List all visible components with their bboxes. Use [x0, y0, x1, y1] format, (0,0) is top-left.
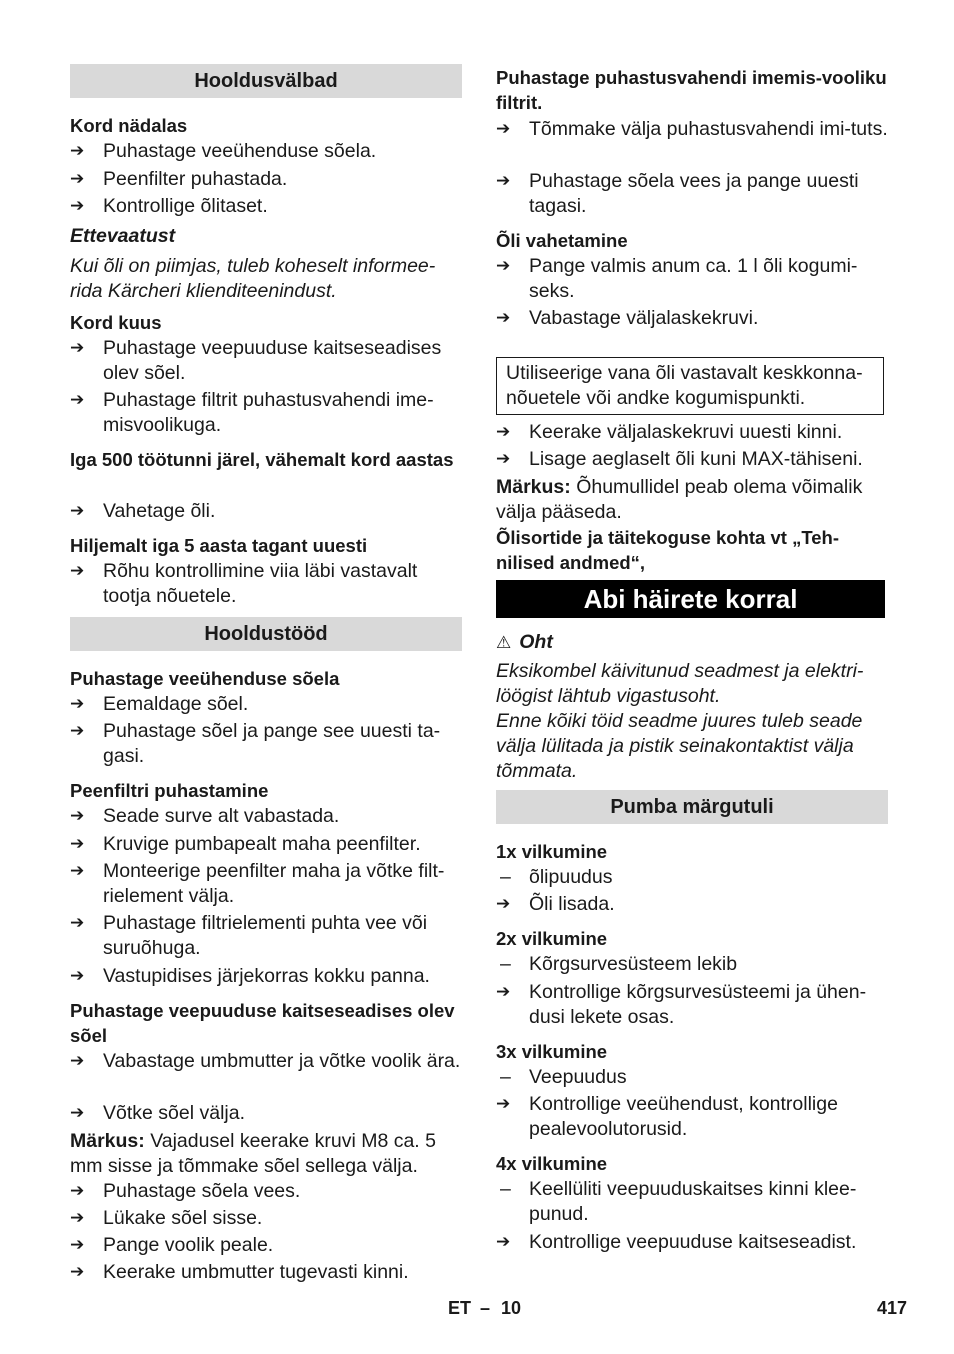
blink-action: ➔ Kontrollige kõrgsurvesüsteemi ja ühen-dusi lekete osas. [496, 980, 888, 1030]
step-item: ➔ Keerake väljalaskekruvi uuesti kinni. [496, 420, 888, 445]
warning-triangle-icon: ⚠ [496, 633, 512, 653]
heading-kord-kuus: Kord kuus [70, 312, 162, 333]
heading-veepuuduse-sool: Puhastage veepuuduse kaitseseadises olev sõel [70, 1000, 455, 1046]
step-item: ➔ Lükake sõel sisse. [70, 1206, 462, 1231]
blink-cause: – Kõrgsurvesüsteem lekib [496, 952, 888, 977]
heading-oli-vahetamine: Õli vahetamine [496, 230, 628, 251]
step-item: ➔ Puhastage filtrielementi puhta vee või suruõhuga. [70, 911, 462, 961]
heading-veeuhendus-sool: Puhastage veeühenduse sõela [70, 668, 340, 689]
footer-page-number: 417 [877, 1298, 908, 1318]
heading-4x-vilkumine: 4x vilkumine [496, 1153, 608, 1174]
footer-language: ET [448, 1298, 472, 1318]
step-item: ➔ Puhastage veeühenduse sõela. [70, 139, 462, 164]
note-paragraph [496, 475, 888, 525]
section-title-abi-hairete-korral: Abi häirete korral [496, 580, 885, 618]
step-item: ➔ Puhastage veepuuduse kaitseseadises olev sõel. [70, 336, 462, 386]
step-item: ➔ Puhastage sõela vees ja pange uuesti tagasi. [496, 169, 888, 219]
heading-imemisvooliku-filter: Puhastage puhastusvahendi imemis-vooliku filtrit. [496, 67, 887, 113]
step-item: ➔ Vahetage õli. [70, 499, 462, 524]
footer-local-page: 10 [501, 1298, 522, 1318]
heading-3x-vilkumine: 3x vilkumine [496, 1041, 608, 1062]
warning-text-1: Eksikombel käivitunud seadmest ja elektri-löögist lähtub vigastusoht. [496, 660, 864, 707]
oil-spec-reference: Õlisortide ja täitekoguse kohta vt „Teh-nilised andmed“, [496, 527, 839, 573]
warning-label: Oht [519, 631, 553, 653]
step-item: ➔ Lisage aeglaselt õli kuni MAX-tähiseni. [496, 447, 888, 472]
note-text: Vajadusel keerake kruvi M8 ca. 5 mm sisse ja tõmmake sõel sellega välja. [70, 1130, 436, 1177]
note-text: Õhumullidel peab olema võimalik välja pääseda. [496, 476, 863, 523]
caution-label: Ettevaatust [70, 225, 176, 247]
step-item: ➔ Kruvige pumbapealt maha peenfilter. [70, 832, 462, 857]
step-item: ➔ Eemaldage sõel. [70, 692, 462, 717]
step-item: ➔ Kontrollige õlitaset. [70, 194, 462, 219]
step-item: ➔ Puhastage sõela vees. [70, 1179, 462, 1204]
blink-action: ➔ Kontrollige veeühendust, kontrollige pealevoolutorusid. [496, 1092, 888, 1142]
blink-action: ➔ Õli lisada. [496, 892, 888, 917]
section-band-hooldusvalbad: Hooldusvälbad [70, 64, 462, 98]
blink-cause: – Keellüliti veepuuduskaitses kinni klee-punud. [496, 1177, 888, 1227]
step-item: ➔ Pange valmis anum ca. 1 l õli kogumi-seks. [496, 254, 888, 304]
disposal-notice-box: Utiliseerige vana õli vastavalt keskkonna-nõuetele või andke kogumispunkti. [496, 357, 884, 415]
warning-text-2: Enne kõiki töid seadme juures tuleb seade välja lülitada ja pistik seinakontaktist välja tõmmata. [496, 710, 863, 782]
step-item: ➔ Puhastage sõel ja pange see uuesti ta-gasi. [70, 719, 462, 769]
heading-kord-nadalas: Kord nädalas [70, 115, 188, 136]
heading-1x-vilkumine: 1x vilkumine [496, 841, 608, 862]
step-item: ➔ Seade surve alt vabastada. [70, 804, 462, 829]
blink-cause: – õlipuudus [496, 865, 888, 890]
step-item: ➔ Vabastage väljalaskekruvi. [496, 306, 888, 331]
heading-2x-vilkumine: 2x vilkumine [496, 928, 608, 949]
footer-dash: – [480, 1298, 491, 1318]
heading-iga-500: Iga 500 töötunni järel, vähemalt kord aastas [70, 449, 454, 470]
section-band-pumba-margutuli: Pumba märgutuli [496, 790, 888, 824]
warning-heading [496, 630, 888, 656]
blink-action: ➔ Kontrollige veepuuduse kaitseseadist. [496, 1230, 888, 1255]
step-item: ➔ Võtke sõel välja. [70, 1101, 462, 1126]
step-item: ➔ Vastupidises järjekorras kokku panna. [70, 964, 462, 989]
step-item: ➔ Pange voolik peale. [70, 1233, 462, 1258]
note-label: Märkus: [496, 476, 571, 498]
heading-peenfiltri-puhastamine: Peenfiltri puhastamine [70, 780, 269, 801]
step-item: ➔ Peenfilter puhastada. [70, 167, 462, 192]
caution-text: Kui õli on piimjas, tuleb koheselt informee-rida Kärcheri klienditeenindust. [70, 255, 436, 302]
note-label: Märkus: [70, 1130, 145, 1152]
step-item: ➔ Puhastage filtrit puhastusvahendi ime-misvoolikuga. [70, 388, 462, 438]
note-paragraph [70, 1129, 462, 1179]
blink-cause: – Veepuudus [496, 1065, 888, 1090]
step-item: ➔ Tõmmake välja puhastusvahendi imi-tuts. [496, 117, 888, 142]
step-item: ➔ Rõhu kontrollimine viia läbi vastavalt tootja nõuetele. [70, 559, 462, 609]
heading-iga-5-aasta: Hiljemalt iga 5 aasta tagant uuesti [70, 535, 368, 556]
step-item: ➔ Vabastage umbmutter ja võtke voolik ära. [70, 1049, 462, 1074]
step-item: ➔ Keerake umbmutter tugevasti kinni. [70, 1260, 462, 1285]
step-item: ➔ Monteerige peenfilter maha ja võtke filt-rielement välja. [70, 859, 462, 909]
section-band-hooldustood: Hooldustööd [70, 617, 462, 651]
